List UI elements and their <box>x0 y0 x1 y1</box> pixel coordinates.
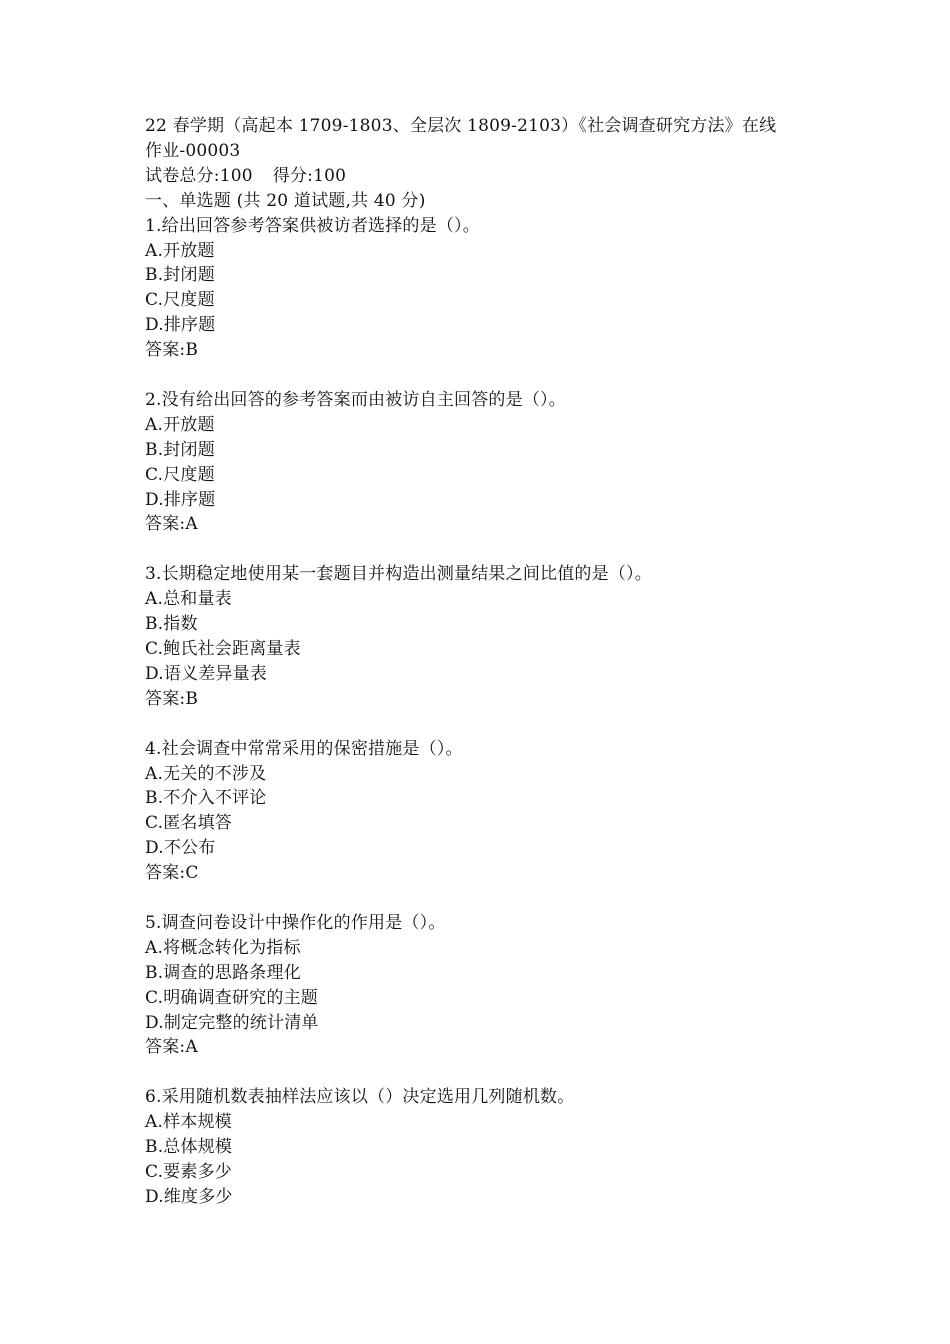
question-stem: 5.调查问卷设计中操作化的作用是（）。 <box>145 912 446 933</box>
option-c: C.匿名填答 <box>145 813 233 834</box>
question-5 <box>145 911 825 1060</box>
question-gap <box>145 1060 825 1085</box>
option-b: B.总体规模 <box>145 1137 233 1158</box>
document-title-line-1: 22 春学期（高起本 1709-1803、全层次 1809-2103）《社会调查研究方法》在线 <box>145 116 777 136</box>
option-d: D.排序题 <box>145 489 216 510</box>
answer-line: 答案:C <box>145 863 199 884</box>
section-heading: 一、单选题 (共 20 道试题,共 40 分) <box>145 190 426 211</box>
question-gap <box>145 537 825 562</box>
option-b: B.封闭题 <box>145 439 215 460</box>
option-c: C.要素多少 <box>145 1161 233 1182</box>
question-2 <box>145 388 825 537</box>
question-1 <box>145 214 825 363</box>
option-a: A.将概念转化为指标 <box>145 937 301 958</box>
option-c: C.明确调查研究的主题 <box>145 987 319 1008</box>
total-score: 试卷总分:100 <box>145 165 253 186</box>
score-line <box>145 164 825 189</box>
question-stem: 6.采用随机数表抽样法应该以（）决定选用几列随机数。 <box>145 1087 575 1108</box>
question-gap <box>145 363 825 388</box>
question-stem: 3.长期稳定地使用某一套题目并构造出测量结果之间比值的是（）。 <box>145 564 652 585</box>
option-d: D.制定完整的统计清单 <box>145 1012 319 1033</box>
question-4 <box>145 737 825 886</box>
option-c: C.尺度题 <box>145 464 215 485</box>
option-b: B.调查的思路条理化 <box>145 962 301 983</box>
question-gap <box>145 712 825 737</box>
question-3 <box>145 562 825 711</box>
option-b: B.封闭题 <box>145 265 215 286</box>
option-d: D.维度多少 <box>145 1186 233 1207</box>
option-a: A.无关的不涉及 <box>145 763 267 784</box>
option-d: D.不公布 <box>145 838 216 859</box>
option-a: A.开放题 <box>145 414 215 435</box>
question-stem: 4.社会调查中常常采用的保密措施是（）。 <box>145 738 463 759</box>
option-a: A.样本规模 <box>145 1112 232 1133</box>
answer-line: 答案:B <box>145 340 199 361</box>
option-b: B.不介入不评论 <box>145 788 267 809</box>
answer-line: 答案:A <box>145 1037 198 1058</box>
earned-score: 得分:100 <box>272 165 347 186</box>
option-c: C.尺度题 <box>145 290 215 311</box>
document-body <box>145 114 825 1210</box>
option-a: A.开放题 <box>145 240 215 261</box>
question-6 <box>145 1085 825 1210</box>
question-stem: 1.给出回答参考答案供被访者选择的是（）。 <box>145 215 480 236</box>
document-title-line-2: 作业-00003 <box>145 140 241 161</box>
question-gap <box>145 886 825 911</box>
option-c: C.鲍氏社会距离量表 <box>145 639 301 659</box>
option-b: B.指数 <box>145 614 198 635</box>
answer-line: 答案:B <box>145 688 199 709</box>
option-d: D.排序题 <box>145 315 216 336</box>
question-stem: 2.没有给出回答的参考答案而由被访自主回答的是（）。 <box>145 389 566 410</box>
option-a: A.总和量表 <box>145 589 232 610</box>
option-d: D.语义差异量表 <box>145 663 268 684</box>
answer-line: 答案:A <box>145 514 198 535</box>
